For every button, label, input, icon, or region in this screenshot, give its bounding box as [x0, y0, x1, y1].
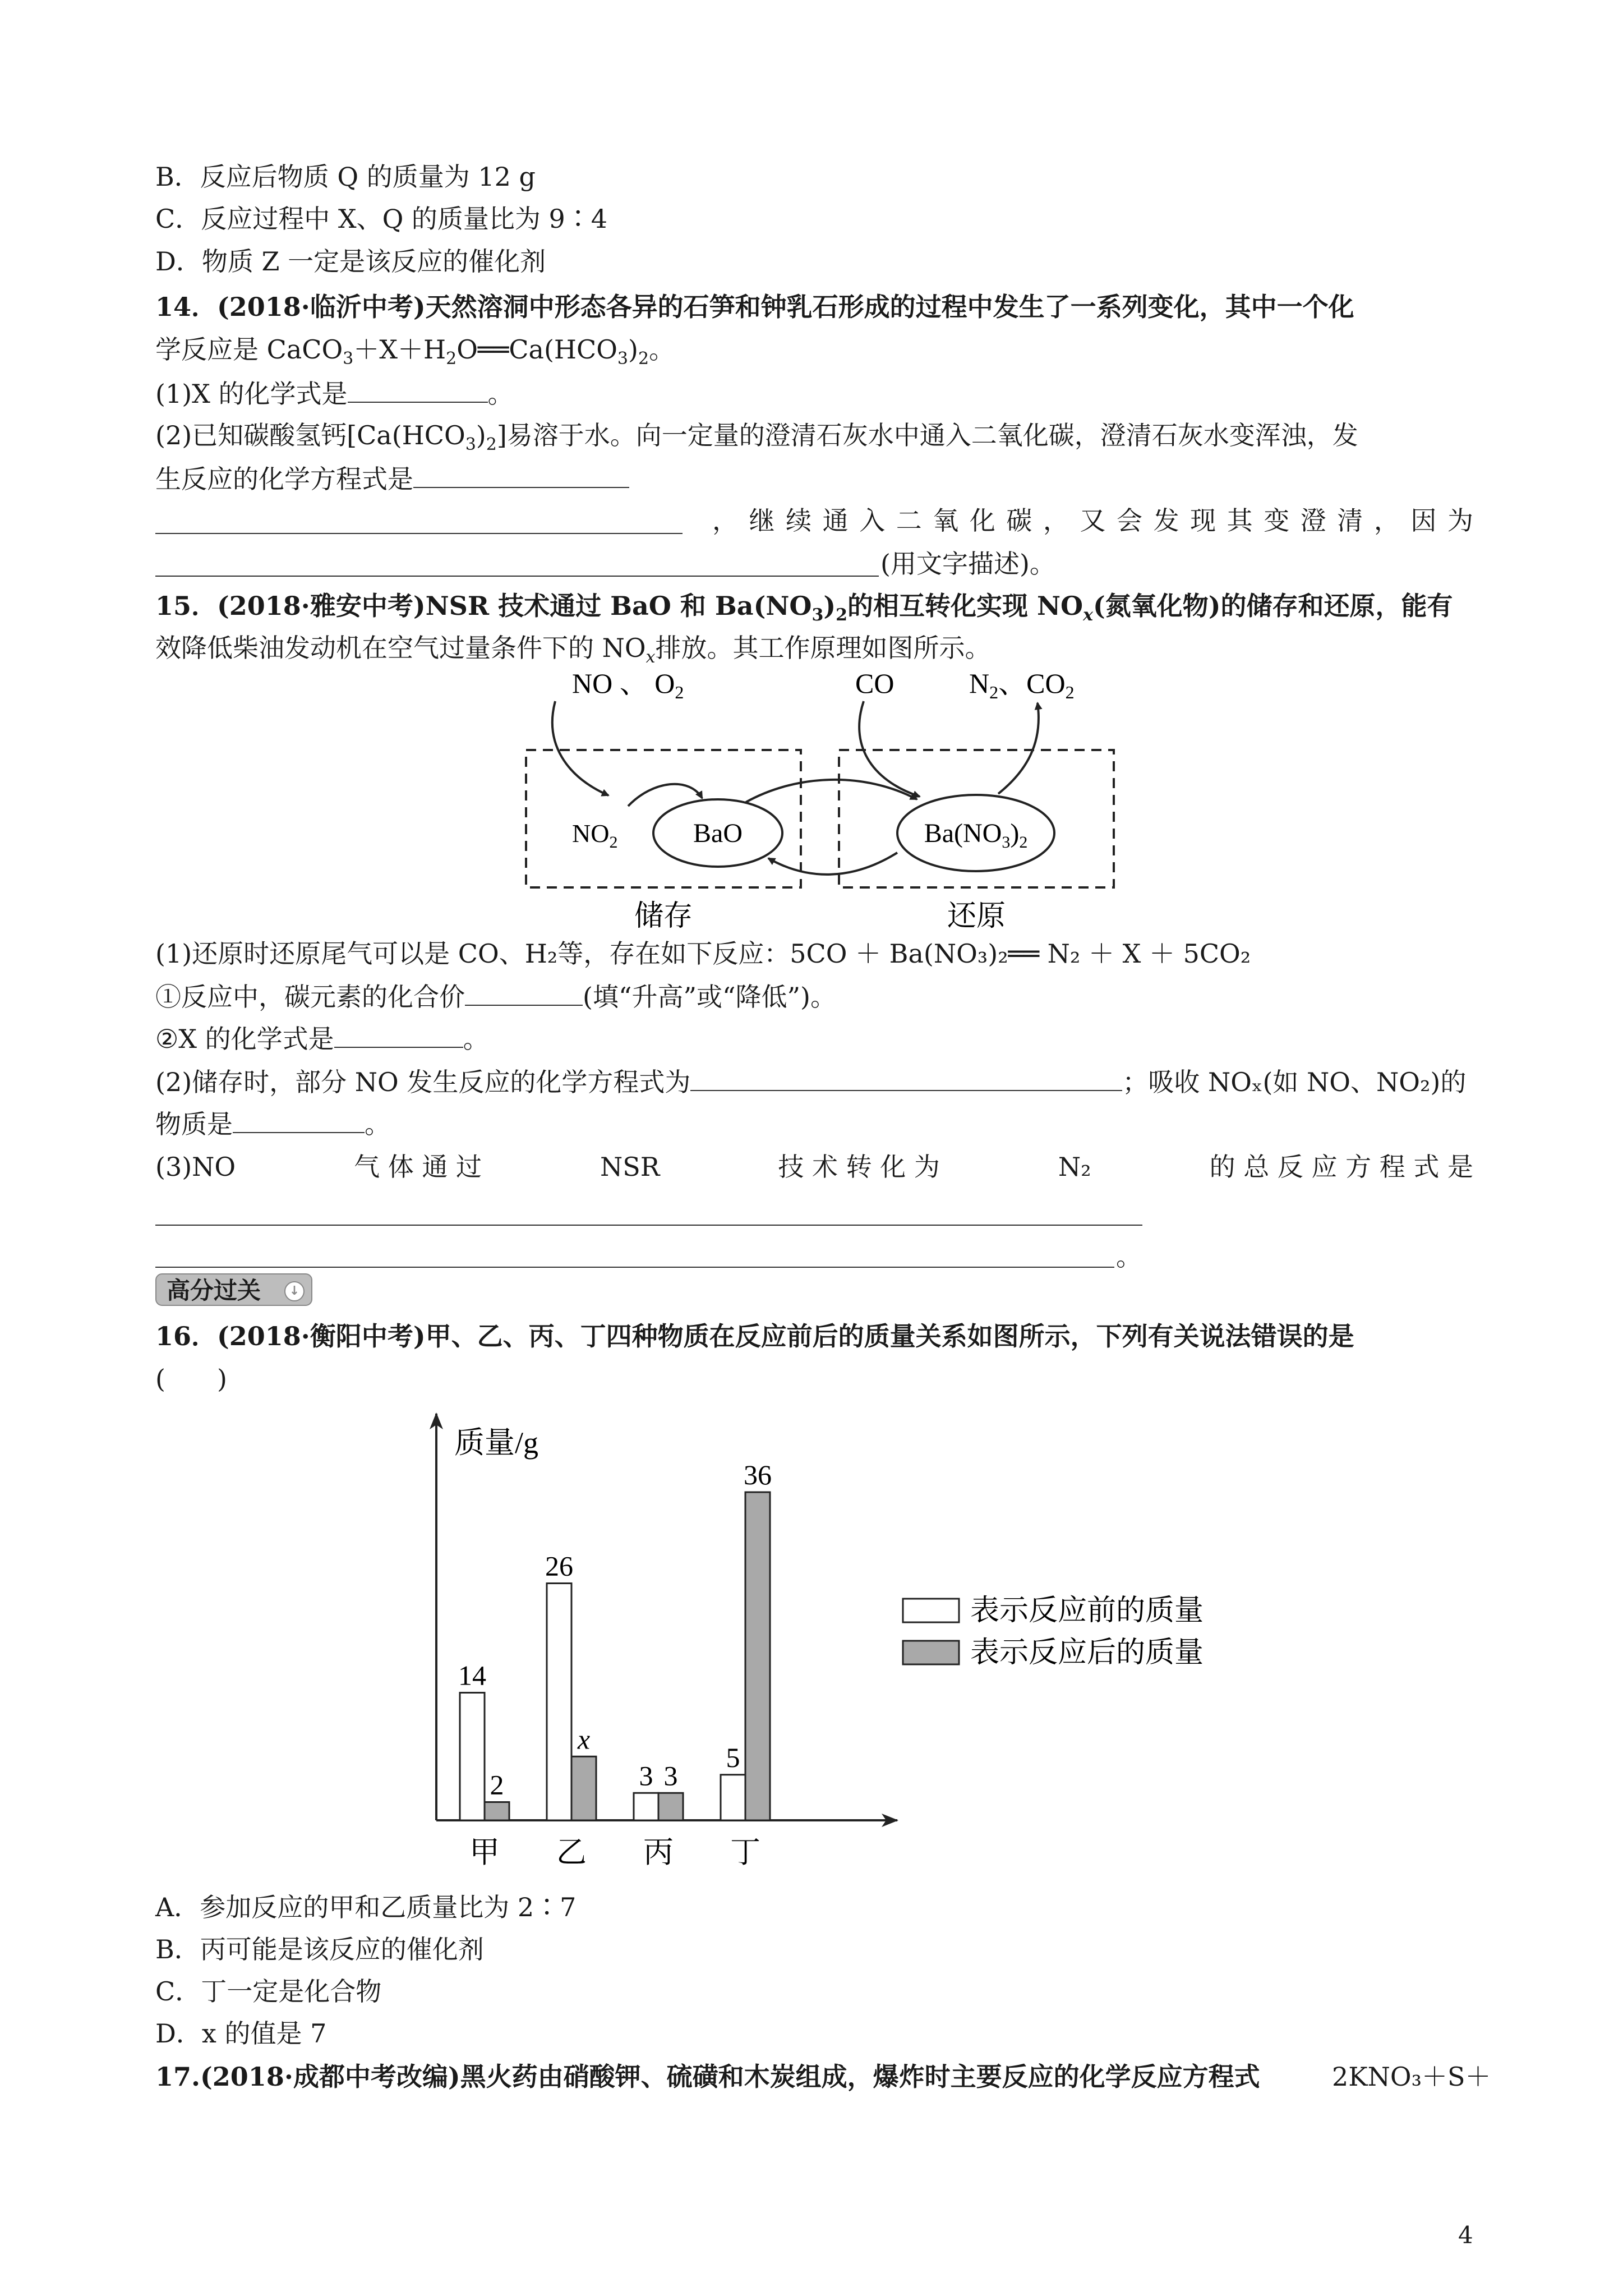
- q14-part2-line4-end: (用文字描述)。: [880, 549, 1055, 579]
- q15-part3-word: N₂: [1058, 1152, 1091, 1182]
- q13-option-d: D．物质 Z 一定是该反应的催化剂: [155, 246, 546, 277]
- q14-stem-text: 14．(2018·临沂中考)天然溶洞中形态各异的石笋和钟乳石形成的过程中发生了一系列变化，其中一个化: [155, 292, 1354, 322]
- q16-option-d: D．x 的值是 7: [155, 2018, 327, 2049]
- section-badge-label: 高分过关: [167, 1277, 261, 1304]
- section-badge: [155, 1273, 312, 1306]
- q14-part1-blank[interactable]: [348, 376, 488, 403]
- q15-part1-ii: [155, 1021, 489, 1056]
- after-bar-1: [485, 1802, 509, 1821]
- q14-eq-b: ＋X＋H: [353, 334, 446, 365]
- no2-label: $NO_2$: [572, 819, 618, 852]
- q15-part2-line2: [155, 1106, 390, 1141]
- q14-part2-line2-text: 生反应的化学方程式是: [155, 464, 413, 494]
- legend-swatch-2: [903, 1641, 959, 1664]
- q14-line3-word: 化: [969, 505, 995, 536]
- q15-total-equation-blank[interactable]: [155, 1225, 1142, 1226]
- after-label-3: 3: [663, 1760, 678, 1792]
- q16-option-c: C．丁一定是化合物: [155, 1976, 382, 2007]
- q14-part2-line1: (2)已知碳酸氢钙$[Ca(HCO_3)_2]$易溶于水。向一定量的澄清石灰水中通入二氧化碳，澄清石灰水变浑浊，发: [155, 420, 1358, 454]
- q15-part3-end: 。: [1116, 1241, 1142, 1272]
- q15-part1-ii-text: ②X 的化学式是: [155, 1024, 334, 1054]
- x-tick-label: 乙: [556, 1835, 587, 1869]
- x-tick-label: 丙: [643, 1835, 674, 1869]
- legend-swatch-1: [903, 1599, 959, 1622]
- q14-line3-word: 通: [822, 505, 849, 536]
- q14-line3-word: 氧: [933, 505, 959, 536]
- q15-part3: [155, 1150, 1473, 1184]
- q13-option-b: B．反应后物质 Q 的质量为 12 g: [155, 162, 536, 192]
- q16-option-b: B．丙可能是该反应的催化剂: [155, 1934, 484, 1964]
- q14-eq-a: 学反应是 CaCO: [155, 334, 343, 365]
- q15-stem-b: ): [823, 591, 836, 621]
- q15-part2-text: (2)储存时，部分 NO 发生反应的化学方程式为: [155, 1067, 691, 1097]
- q15-part1: (1)还原时还原尾气可以是 CO、H₂等，存在如下反应：5CO ＋ Ba(NO₃)₂══ N₂ ＋ X ＋ 5CO₂: [155, 938, 1251, 969]
- q15-part2-line2-end: 。: [365, 1109, 390, 1139]
- q14-part1-end: 。: [487, 379, 514, 409]
- arrow-to-n2-co2: [998, 703, 1039, 794]
- q15-stem-d: (氮氧化物)的储存和还原，能有: [1093, 591, 1453, 621]
- q14-line3-word: 继: [749, 505, 775, 536]
- q15-part2: [155, 1064, 1466, 1099]
- q15-part3-word: 技 术 转 化 为: [778, 1152, 940, 1182]
- q14-line3-word: 续: [786, 505, 812, 536]
- q14-equation-blank[interactable]: [413, 461, 629, 488]
- before-bar-2: [547, 1584, 571, 1821]
- q14-line3-word: 现: [1190, 505, 1216, 536]
- q14-stem-line1: [155, 290, 1354, 324]
- page-number: 4: [1458, 2221, 1473, 2249]
- arrow-down-icon: ↓: [284, 1281, 305, 1301]
- before-label-3: 3: [639, 1760, 653, 1792]
- q13-option-c: C．反应过程中 X、Q 的质量比为 9∶4: [155, 204, 608, 234]
- arrow-no-o2-to-no2: [552, 701, 608, 795]
- q14-reason-blank[interactable]: [155, 576, 879, 577]
- q14-part2-line3: [712, 504, 1473, 537]
- after-label-2: x: [577, 1723, 591, 1755]
- q14-line3-word: 其: [1227, 505, 1253, 536]
- y-axis-label: 质量/g: [454, 1426, 539, 1460]
- legend-label-2: 表示反应后的质量: [970, 1637, 1204, 1669]
- q14-part2-a: (2)已知碳酸氢钙[Ca(HCO: [155, 420, 465, 450]
- q14-stem-line2: 学反应是 $CaCO_3+X+H_2O══Ca(HCO_3)_2$。: [155, 334, 675, 369]
- q16-answer-paren[interactable]: ( ): [155, 1364, 227, 1394]
- after-label-1: 2: [490, 1769, 504, 1801]
- q14-eq-d: ): [628, 334, 638, 365]
- arrow-bano3-to-bao: [768, 853, 897, 875]
- q14-line3-word: ，: [1043, 505, 1069, 536]
- q14-line3-word: 二: [896, 505, 922, 536]
- q15-x-formula-blank[interactable]: [334, 1021, 463, 1048]
- q15-part3-word: 气 体 通 过: [354, 1152, 482, 1182]
- diagram-top-left: NO 、 $O_2$: [572, 668, 684, 702]
- before-bar-4: [721, 1775, 745, 1820]
- before-label-1: 14: [458, 1659, 486, 1691]
- x-tick-label: 丁: [730, 1835, 760, 1869]
- q15-part3-word: 的 总 反 应 方 程 式 是: [1209, 1152, 1473, 1182]
- mass-bar-chart: [404, 1400, 1267, 1882]
- q14-line3-word: 为: [1447, 505, 1473, 536]
- q15-stem2-b: 排放。其工作原理如图所示。: [655, 633, 991, 663]
- q15-part1-i: [155, 979, 836, 1014]
- q14-line3-word: 碳: [1006, 505, 1032, 536]
- bano3-label: $Ba(NO_3)_2$: [924, 818, 1028, 852]
- q14-line3-word: ，: [712, 505, 738, 536]
- before-label-2: 26: [545, 1550, 573, 1582]
- q15-part3-word: (3)NO: [155, 1152, 236, 1182]
- q15-stem2-a: 效降低柴油发动机在空气过量条件下的 NO: [155, 633, 646, 663]
- q14-line3-word: 会: [1117, 505, 1143, 536]
- q15-part1-i-text: ①反应中，碳元素的化合价: [155, 982, 465, 1012]
- q14-part1-text: (1)X 的化学式是: [155, 379, 348, 409]
- after-bar-3: [658, 1793, 683, 1820]
- q15-valence-blank[interactable]: [465, 979, 583, 1006]
- q15-no-equation-blank[interactable]: [690, 1064, 1122, 1091]
- q14-line3-word: 清: [1337, 505, 1363, 536]
- before-bar-1: [460, 1693, 485, 1821]
- q14-line3-word: 澄: [1300, 505, 1326, 536]
- q15-stem-c: 的相互转化实现 NO: [847, 591, 1083, 621]
- q14-line3-word: 因: [1410, 505, 1437, 536]
- q15-part2-line2-text: 物质是: [155, 1109, 233, 1139]
- label-reduce: 还原: [947, 900, 1006, 932]
- q16-stem: 16．(2018·衡阳中考)甲、乙、丙、丁四种物质在反应前后的质量关系如图所示，下列有关说法错误的是: [155, 1321, 1354, 1351]
- diagram-top-co: CO: [855, 668, 895, 699]
- q14-part2-b: ): [476, 420, 486, 450]
- q17-tail: 2KNO₃＋S＋: [1332, 2062, 1491, 2092]
- q14-part2-line2: [155, 461, 629, 496]
- after-bar-2: [571, 1756, 596, 1820]
- x-tick-label: 甲: [469, 1835, 500, 1869]
- q14-line3-word: 入: [859, 505, 886, 536]
- q15-absorber-blank[interactable]: [233, 1106, 365, 1133]
- q15-part3-word: NSR: [600, 1152, 660, 1182]
- after-bar-4: [745, 1492, 770, 1820]
- q15-part2-tail: ；吸收 NOₓ(如 NO、NO₂)的: [1122, 1067, 1467, 1097]
- before-label-4: 5: [726, 1741, 740, 1773]
- bao-label: BaO: [693, 818, 743, 848]
- q14-line3-word: ，: [1373, 505, 1400, 536]
- after-label-4: 36: [744, 1459, 772, 1490]
- legend-label-1: 表示反应前的质量: [970, 1595, 1204, 1627]
- q14-line3-word: 又: [1080, 505, 1106, 536]
- q16-option-a: A．参加反应的甲和乙质量比为 2∶7: [155, 1892, 577, 1922]
- q14-part1: [155, 376, 514, 411]
- before-bar-3: [634, 1793, 658, 1820]
- q15-part1-i-end: (填“升高”或“降低”)。: [583, 982, 836, 1012]
- q14-line3-word: 变: [1264, 505, 1290, 536]
- q14-eq-e: 。: [649, 334, 675, 365]
- diagram-top-right: $N_2$、$CO_2$: [969, 668, 1075, 702]
- nsr-diagram: [505, 659, 1127, 940]
- q15-stem-line1: 15．(2018·雅安中考)NSR 技术通过 BaO 和 $Ba(NO_3)_2$的相互转化实现 $NO_x$(氮氧化物)的储存和还原，能有: [155, 591, 1453, 625]
- q15-part1-ii-end: 。: [463, 1024, 489, 1054]
- q14-eq-c: O══Ca(HCO: [457, 334, 617, 365]
- q17-stem: 17.(2018·成都中考改编)黑火药由硝酸钾、硫磺和木炭组成，爆炸时主要反应的化学反应方程式: [155, 2062, 1260, 2092]
- q14-line3-word: 发: [1153, 505, 1179, 536]
- label-store: 储存: [634, 900, 693, 932]
- q14-part2-c: ]易溶于水。向一定量的澄清石灰水中通入二氧化碳，澄清石灰水变浑浊，发: [496, 420, 1358, 450]
- q15-total-equation-blank-2[interactable]: [155, 1267, 1114, 1268]
- q14-equation-blank-2[interactable]: [155, 533, 683, 534]
- q15-stem-a: 15．(2018·雅安中考)NSR 技术通过 BaO 和 Ba(NO: [155, 591, 812, 621]
- q15-stem-line2: 效降低柴油发动机在空气过量条件下的 $NO_x$排放。其工作原理如图所示。: [155, 633, 991, 667]
